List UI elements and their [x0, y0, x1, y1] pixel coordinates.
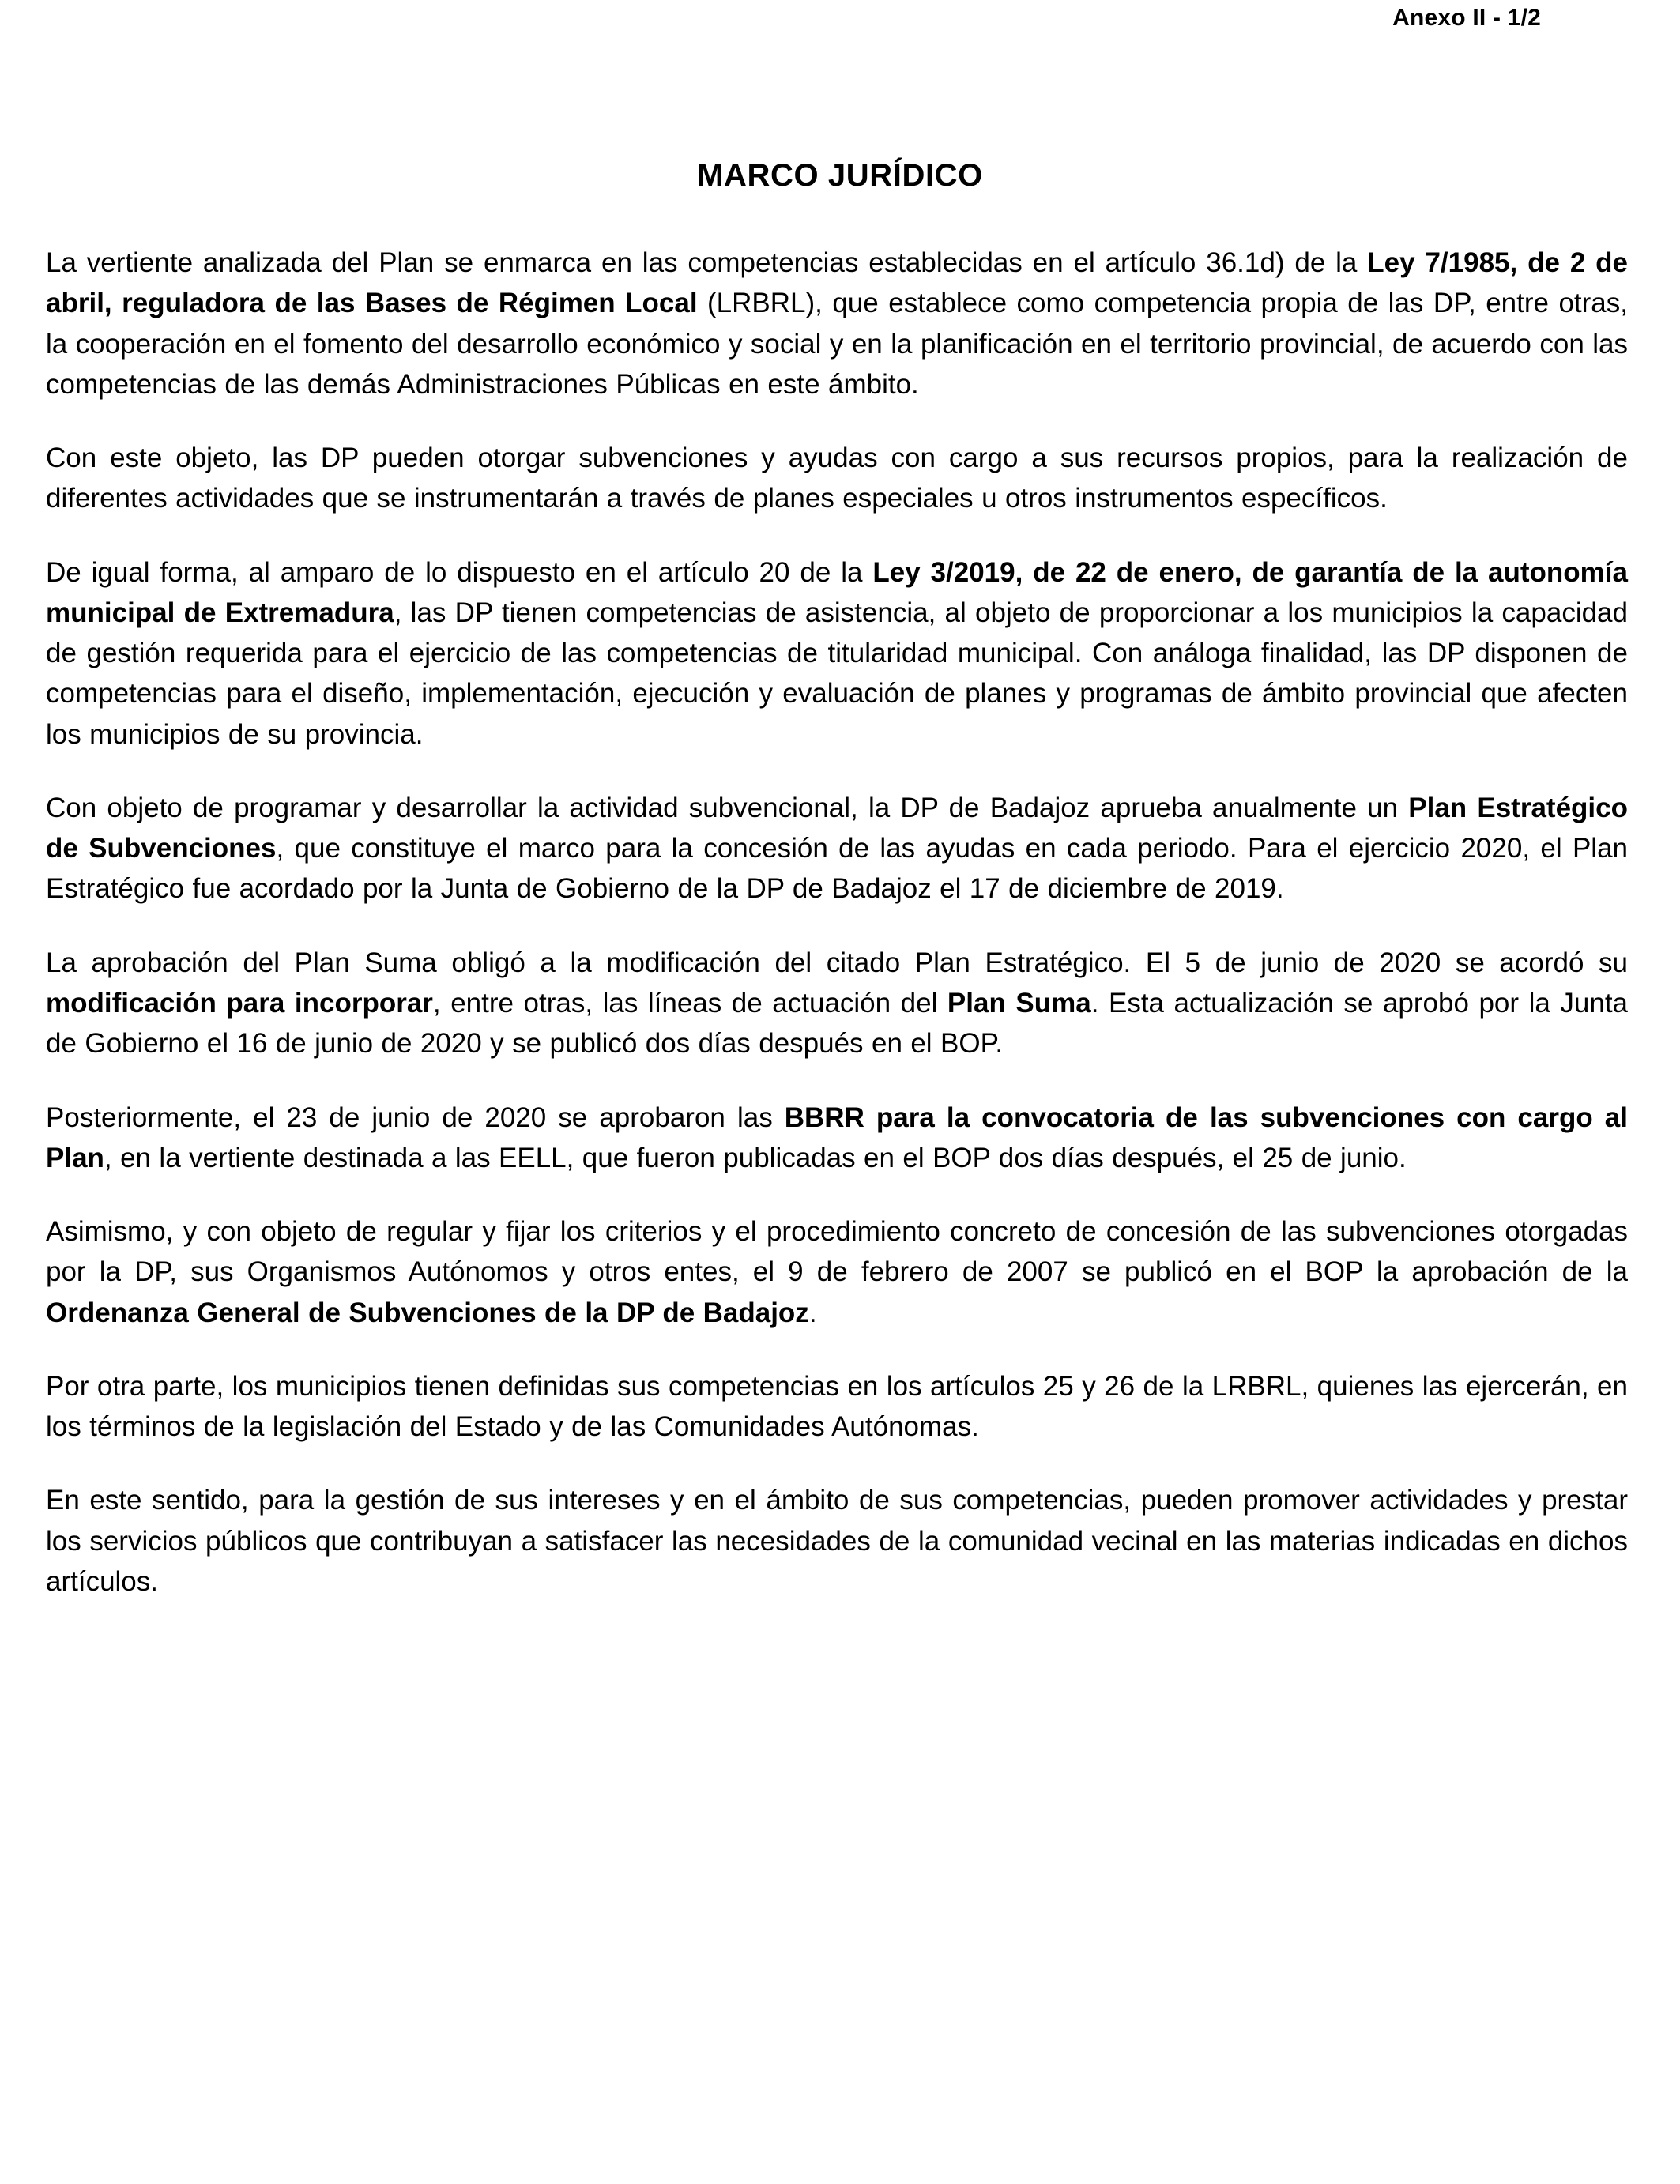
body-text: Con este objeto, las DP pueden otorgar subvenciones y ayudas con cargo a sus recursos propios, para la realización de diferentes actividades que se instrumentarán a través de planes especiales u otros instrumentos específicos.	[46, 442, 1628, 514]
body-text: Posteriormente, el 23 de junio de 2020 se aprobaron las	[46, 1101, 785, 1133]
body-text: En este sentido, para la gestión de sus intereses y en el ámbito de sus competencias, pueden promover actividades y prestar los servicios públicos que contribuyan a satisfacer las necesidades de la comunidad vecinal en las materias indicadas en dichos artículos.	[46, 1485, 1628, 1597]
body-text: (LRBRL), que establece como competencia propia de las DP, entre otras, la cooperación en el fomento del desarrollo económico y social y en la planificación en el territorio provincial, de acuerdo con las competencias de las demás Administraciones Públicas en este ámbito.	[46, 288, 1628, 400]
emphasis-text: Ley 7/1985, de 2 de abril, reguladora de las Bases de Régimen Local	[46, 247, 1629, 319]
body-text: La aprobación del Plan Suma obligó a la modificación del citado Plan Estratégico. El 5 de junio de 2020 se acordó su	[46, 947, 1628, 978]
body-text: Con objeto de programar y desarrollar la actividad subvencional, la DP de Badajoz aprueba anualmente un	[46, 792, 1409, 823]
paragraph	[46, 552, 1628, 755]
body-text: La vertiente analizada del Plan se enmarca en las competencias establecidas en el artículo 36.1d) de la	[46, 247, 1368, 278]
paragraph	[46, 943, 1628, 1064]
paragraph	[46, 1211, 1628, 1333]
emphasis-text: modificación para incorporar	[46, 987, 433, 1019]
emphasis-text: Ordenanza General de Subvenciones de la DP de Badajoz	[46, 1297, 809, 1328]
body-text: , en la vertiente destinada a las EELL, que fueron publicadas en el BOP dos días después, el 25 de junio.	[104, 1142, 1407, 1173]
page-title: MARCO JURÍDICO	[697, 158, 983, 193]
body-text: Por otra parte, los municipios tienen definidas sus competencias en los artículos 25 y 26 de la LRBRL, quienes las ejercerán, en los términos de la legislación del Estado y de las Comunidades Autónomas.	[46, 1370, 1628, 1443]
paragraph	[46, 1098, 1628, 1179]
emphasis-text: Ley 3/2019, de 22 de enero, de garantía de la autonomía municipal de Extremadura	[46, 556, 1628, 628]
paragraph	[46, 438, 1628, 519]
body-text: Asimismo, y con objeto de regular y fijar los criterios y el procedimiento concreto de concesión de las subvenciones otorgadas por la DP, sus Organismos Autónomos y otros entes, el 9 de febrero de 2007 se publicó en el BOP la aprobación de la	[46, 1216, 1628, 1288]
paragraph	[46, 1480, 1628, 1602]
body-text: , que constituye el marco para la concesión de las ayudas en cada periodo. Para el ejercicio 2020, el Plan Estratégico fue acordado por la Junta de Gobierno de la DP de Badajoz el 17 de diciembre de 2019.	[46, 833, 1628, 905]
emphasis-text: Plan Suma	[947, 987, 1091, 1019]
body-text: , entre otras, las líneas de actuación del	[432, 987, 947, 1019]
body-text: . Esta actualización se aprobó por la Junta de Gobierno el 16 de junio de 2020 y se publicó dos días después en el BOP.	[46, 987, 1629, 1060]
paragraph	[46, 788, 1628, 909]
document-body	[46, 243, 1634, 1602]
body-text: .	[808, 1297, 817, 1328]
paragraph	[46, 1366, 1628, 1448]
annex-label: Anexo II - 1/2	[1392, 5, 1541, 31]
paragraph	[46, 243, 1628, 405]
body-text: , las DP tienen competencias de asistencia, al objeto de proporcionar a los municipios la capacidad de gestión requerida para el ejercicio de las competencias de titularidad municipal. Con análoga finalidad, las DP disponen de competencias para el diseño, implementación, ejecución y evaluación de planes y programas de ámbito provincial que afecten los municipios de su provincia.	[46, 597, 1628, 750]
body-text: De igual forma, al amparo de lo dispuesto en el artículo 20 de la	[46, 556, 873, 588]
emphasis-text: Plan Estratégico de Subvenciones	[46, 792, 1628, 864]
page-header	[46, 0, 1634, 32]
emphasis-text: BBRR para la convocatoria de las subvenciones con cargo al Plan	[46, 1101, 1628, 1173]
